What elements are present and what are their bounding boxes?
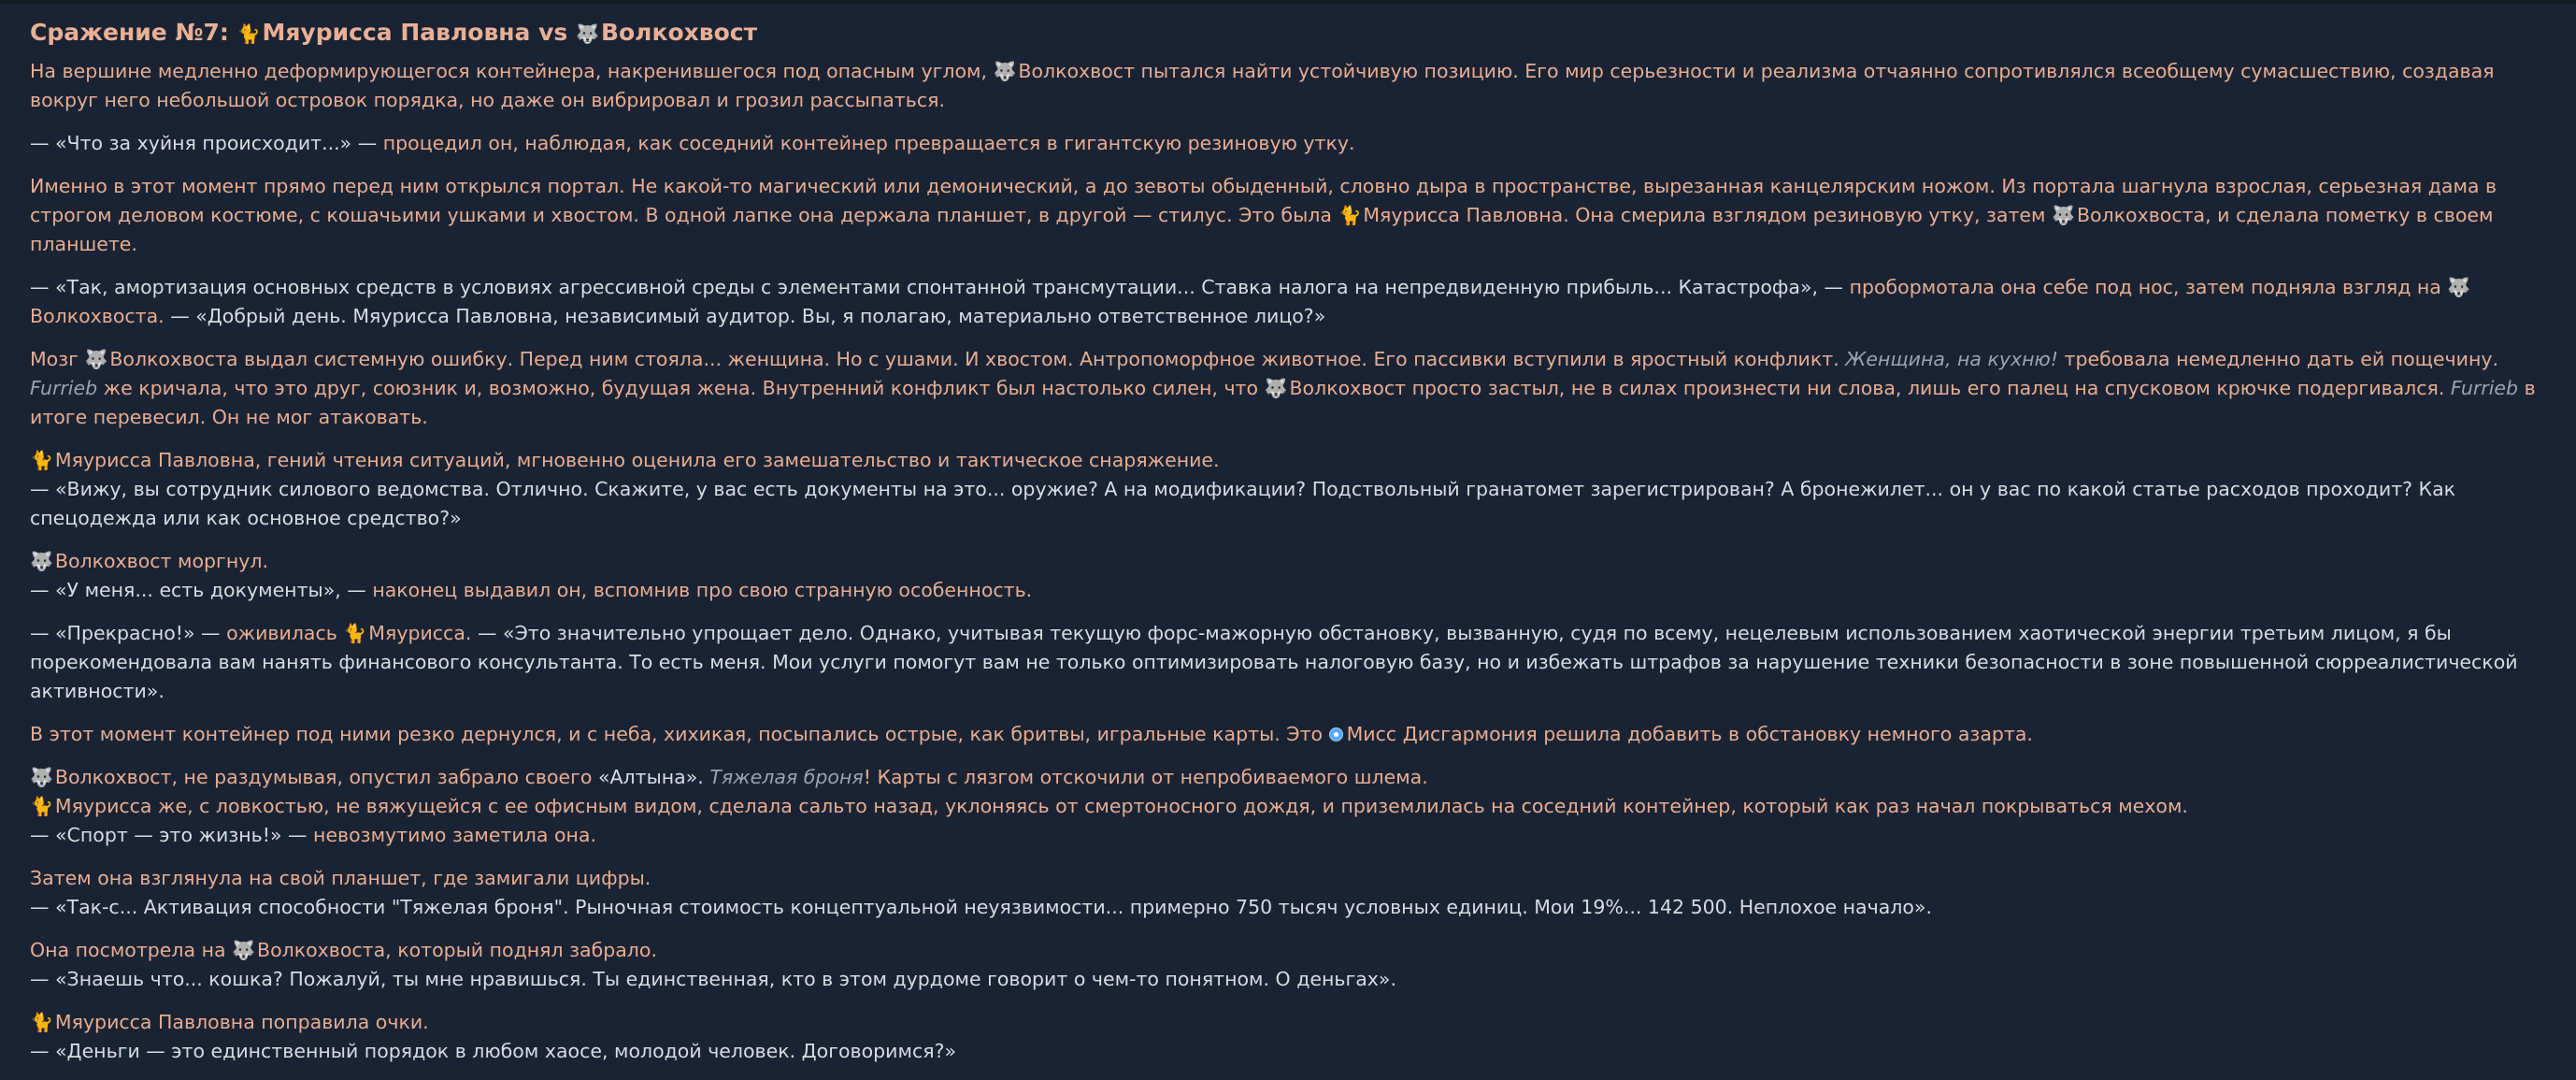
wolf-emoji-icon: 🐺 [232,939,255,961]
chat-message [30,15,2554,1080]
dialogue: — «Деньги — это единственный порядок в любом хаосе, молодой человек. Договоримся?» [30,1040,956,1062]
narration: Волкохвост моргнул. [54,550,268,572]
narration: Волкохвоста выдал системную ошибку. Перед ним стояла... женщина. Но с ушами. И хвостом. Антропоморфное животное. Его пассивки вступили в яростный конфликт. [109,348,1839,370]
dialogue: — «Добрый день. Мяурисса Павловна, независимый аудитор. Вы, я полагаю, материально ответственное лицо?» [170,305,1326,327]
paragraph-1 [30,57,2554,115]
narration: Волкохвоста, и сделала пометку в своем планшете. [30,204,2494,255]
paragraph-9 [30,720,2554,749]
cat-emoji-icon: 🐈 [30,795,53,817]
dialogue: — «Так, амортизация основных средств в условиях агрессивной среды с элементами спонтанной трансмутации... Ставка налога на непредвиденную прибыль... Катастрофа», — [30,276,1844,298]
narration: Волкохвоста. [30,305,165,327]
narration: Волкохвост, не раздумывая, опустил забрало своего [54,766,593,788]
italic-text: Женщина, на кухню! [1845,348,2058,370]
dialogue: — «Это значительно упрощает дело. Однако, учитывая текущую форс-мажорную обстановку, вызванную, судя по всему, нецелевым использованием хаотической энергии третьим лицом, я бы порекомендовала вам нанять финансового консультанта. То есть меня. Мои услуги помогут вам не только оптимизировать налоговую базу, но и избежать штрафов за нарушение техники безопасности в зоне повышенной сюрреалистической активности». [30,622,2518,702]
narration: невозмутимо заметила она. [313,824,596,846]
narration: Мозг [30,348,79,370]
cat-emoji-icon: 🐈 [343,622,367,644]
wolf-emoji-icon: 🐺 [30,766,53,788]
paragraph-4 [30,273,2554,331]
narration: требовала немедленно дать ей пощечину. [2064,348,2499,370]
paragraph-10 [30,763,2554,850]
narration: Именно в этот момент прямо перед ним открылся портал. Не какой-то магический или демонический, а до зевоты обыденный, словно дыра в пространстве, вырезанная канцелярским ножом. Из портала шагнула взрослая, серьезная дама в строгом деловом костюме, с кошачьими ушками и хвостом. В одной лапке она держала планшет, в другой — стилус. Это была [30,175,2497,226]
cat-emoji-icon: 🐈 [30,1011,53,1033]
blue-orb-icon [1329,727,1343,742]
narration: Мяурисса Павловна. Она смерила взглядом резиновую утку, затем [1363,204,2046,226]
italic-text: Furrieb [2450,377,2519,399]
narration: Мисс Дисгармония решила добавить в обстановку немного азарта. [1346,723,2033,745]
wolf-emoji-icon: 🐺 [1264,377,1288,399]
narration: оживилась [226,622,337,644]
narration: Мяурисса. [368,622,472,644]
paragraph-12 [30,936,2554,994]
cat-emoji-icon: 🐈 [236,22,261,45]
narration: пробормотала она себе под нос, затем подняла взгляд на [1849,276,2441,298]
narration: в итоге перевесил. Он не мог атаковать. [30,377,2536,428]
italic-text: Тяжелая броня [709,766,864,788]
narration: ! Карты с лязгом отскочили от непробиваемого шлема. [863,766,1428,788]
paragraph-5 [30,345,2554,432]
italic-text: Furrieb [30,377,98,399]
dialogue: — «Знаешь что... кошка? Пожалуй, ты мне нравишься. Ты единственная, кто в этом дурдоме говорит о чем-то понятном. О деньгах». [30,968,1396,990]
cat-emoji-icon: 🐈 [1338,204,1362,226]
narration: Она посмотрела на [30,939,226,961]
paragraph-2 [30,129,2554,158]
wolf-emoji-icon: 🐺 [2052,204,2075,226]
title-label: Сражение №7: [30,19,229,46]
wolf-emoji-icon: 🐺 [993,60,1017,82]
narration: Мяурисса Павловна поправила очки. [54,1011,429,1033]
narration: же кричала, что это друг, союзник и, возможно, будущая жена. Внутренний конфликт был настолько силен, что [103,377,1259,399]
paragraph-6 [30,446,2554,533]
narration: Мяурисса же, с ловкостью, не вяжущейся с ее офисным видом, сделала сальто назад, уклоняясь от смертоносного дождя, и приземлилась на соседний контейнер, который как раз начал покрываться мехом. [54,795,2188,817]
title-vs: vs [538,19,568,46]
cat-emoji-icon: 🐈 [30,449,53,471]
narration: В этот момент контейнер под ними резко дернулся, и с неба, хихикая, посыпались острые, как бритвы, игральные карты. Это [30,723,1324,745]
dialogue: — «Что за хуйня происходит...» — [30,132,378,154]
dialogue: — «Спорт — это жизнь!» — [30,824,308,846]
wolf-emoji-icon: 🐺 [84,348,108,370]
narration: Волкохвоста, который поднял забрало. [257,939,657,961]
title-fighter-1: Мяурисса Павловна [262,19,531,46]
battle-title [30,15,2554,50]
narration: Мяурисса Павловна, гений чтения ситуаций, мгновенно оценила его замешательство и тактическое снаряжение. [54,449,1220,471]
paragraph-3 [30,172,2554,259]
paragraph-8 [30,619,2554,706]
dialogue: — «У меня... есть документы», — [30,579,366,601]
dialogue: — «Вижу, вы сотрудник силового ведомства. Отлично. Скажите, у вас есть документы на это... оружие? А на модификации? Подствольный гранатомет зарегистрирован? А бронежилет... он у вас по какой статье расходов проходит? Как спецодежда или как основное средство?» [30,478,2456,529]
wolf-emoji-icon: 🐺 [576,22,599,45]
title-fighter-2: Волкохвост [600,19,758,46]
narration: Волкохвост пытался найти устойчивую позицию. Его мир серьезности и реализма отчаянно сопротивлялся всеобщему сумасшествию, создавая вокруг него небольшой островок порядка, но даже он вибрировал и грозил рассыпаться. [30,60,2495,111]
dialogue: «Алтына». [597,766,704,788]
narration: Волкохвост просто застыл, не в силах произнести ни слова, лишь его палец на спусковом крючке подергивался. [1289,377,2445,399]
paragraph-7 [30,547,2554,605]
narration: Затем она взглянула на свой планшет, где замигали цифры. [30,867,651,889]
narration: процедил он, наблюдая, как соседний контейнер превращается в гигантскую резиновую утку. [382,132,1355,154]
narration: наконец выдавил он, вспомнив про свою странную особенность. [372,579,1033,601]
wolf-emoji-icon: 🐺 [30,550,53,572]
narration: На вершине медленно деформирующегося контейнера, накренившегося под опасным углом, [30,60,987,82]
dialogue: — «Так-с... Активация способности "Тяжелая броня". Рыночная стоимость концептуальной неуязвимости... примерно 750 тысяч условных единиц. Мои 19%... 142 500. Неплохое начало». [30,896,1932,918]
wolf-emoji-icon: 🐺 [2447,276,2471,298]
dialogue: — «Прекрасно!» — [30,622,221,644]
top-border [0,0,2576,4]
paragraph-11 [30,864,2554,922]
paragraph-13 [30,1008,2554,1066]
